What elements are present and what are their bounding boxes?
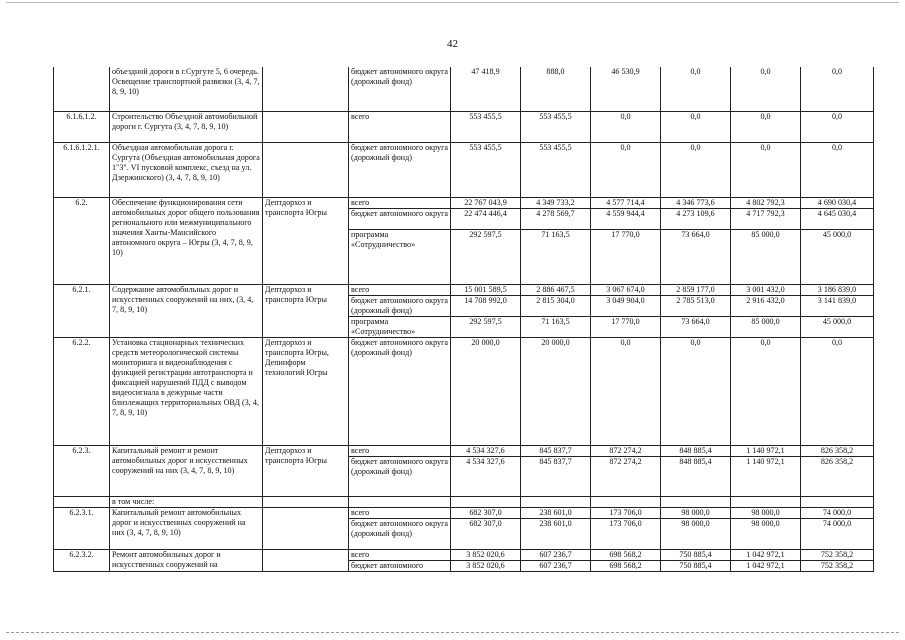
empty-cell (451, 496, 521, 507)
amount-cell: 848 885,4 (661, 445, 731, 456)
amount-cell: 22 474 446,4 (451, 208, 521, 229)
amount-cell: 98 000,0 (661, 507, 731, 518)
amount-cell: 0,0 (731, 67, 801, 111)
table-row (54, 67, 874, 111)
amount-cell: 848 885,4 (661, 456, 731, 496)
item-name: Установка стационарных технических средств метеорологической системы мониторинга и видеонаблюдения с функцией регистрации автотранспорта и фиксацией нарушений ПДД с выводом видеосигнала в дежурные части близлежащих территориальных ОВД (3, 4, 7, 8, 9, 10) (110, 337, 263, 445)
amount-cell: 0,0 (591, 111, 661, 142)
item-code: 6.2.1. (54, 284, 110, 337)
amount-cell: 98 000,0 (731, 507, 801, 518)
funding-source: бюджет автономного округа (дорожный фонд) (349, 295, 451, 316)
amount-cell: 45 000,0 (801, 229, 874, 284)
item-name: Обеспечение функционирования сети автомобильных дорог общего пользования регионального или межмуниципального значения Ханты-Мансийского автономного округа – Югры (3, 4, 7, 8, 9, 10) (110, 197, 263, 284)
amount-cell: 3 067 674,0 (591, 284, 661, 295)
amount-cell: 4 690 030,4 (801, 197, 874, 208)
amount-cell: 4 577 714,4 (591, 197, 661, 208)
amount-cell: 845 837,7 (521, 456, 591, 496)
funding-source: всего (349, 197, 451, 208)
amount-cell: 74 000,0 (801, 518, 874, 549)
amount-cell: 4 349 733,2 (521, 197, 591, 208)
amount-cell: 553 455,5 (521, 111, 591, 142)
empty-cell (801, 496, 874, 507)
empty-cell (591, 496, 661, 507)
amount-cell: 2 859 177,0 (661, 284, 731, 295)
amount-cell: 4 273 109,6 (661, 208, 731, 229)
table-row (54, 111, 874, 142)
table-row (54, 337, 874, 445)
amount-cell: 17 770,0 (591, 229, 661, 284)
table-row (54, 197, 874, 208)
amount-cell: 2 886 467,5 (521, 284, 591, 295)
amount-cell: 4 278 569,7 (521, 208, 591, 229)
item-executor (263, 142, 349, 197)
funding-source: бюджет автономного округа (дорожный фонд) (349, 456, 451, 496)
item-name: Строительство Объездной автомобильной дороги г. Сургута (3, 4, 7, 8, 9, 10) (110, 111, 263, 142)
amount-cell: 4 346 773,6 (661, 197, 731, 208)
funding-source: бюджет автономного округа (дорожный фонд) (349, 67, 451, 111)
amount-cell: 20 000,0 (521, 337, 591, 445)
funding-source: бюджет автономного (349, 560, 451, 571)
amount-cell: 73 664,0 (661, 229, 731, 284)
budget-table-body (54, 67, 874, 571)
amount-cell: 826 358,2 (801, 456, 874, 496)
amount-cell: 3 852 020,6 (451, 560, 521, 571)
item-executor: Дептдорхоз и транспорта Югры (263, 445, 349, 496)
amount-cell: 1 042 972,1 (731, 549, 801, 560)
item-code: 6.2.2. (54, 337, 110, 445)
top-border-line (6, 2, 899, 3)
note-text: в том числе: (110, 496, 263, 507)
amount-cell: 45 000,0 (801, 316, 874, 337)
funding-source: всего (349, 445, 451, 456)
amount-cell: 0,0 (661, 67, 731, 111)
amount-cell: 0,0 (591, 142, 661, 197)
amount-cell: 3 141 839,0 (801, 295, 874, 316)
amount-cell: 553 455,5 (451, 142, 521, 197)
amount-cell: 553 455,5 (451, 111, 521, 142)
amount-cell: 0,0 (731, 111, 801, 142)
amount-cell: 4 559 944,4 (591, 208, 661, 229)
amount-cell: 4 534 327,6 (451, 456, 521, 496)
amount-cell: 750 885,4 (661, 560, 731, 571)
amount-cell: 3 852 020,6 (451, 549, 521, 560)
amount-cell: 2 785 513,0 (661, 295, 731, 316)
amount-cell: 3 001 432,0 (731, 284, 801, 295)
funding-source: всего (349, 284, 451, 295)
funding-source: бюджет автономного округа (349, 208, 451, 229)
amount-cell: 98 000,0 (731, 518, 801, 549)
amount-cell: 238 601,0 (521, 518, 591, 549)
item-name: Содержание автомобильных дорог и искусственных сооружений на них, (3, 4, 7, 8, 9, 10) (110, 284, 263, 337)
amount-cell: 47 418,9 (451, 67, 521, 111)
amount-cell: 85 000,0 (731, 229, 801, 284)
bottom-border-line (6, 632, 899, 633)
amount-cell: 4 534 327,6 (451, 445, 521, 456)
item-code: 6.1.6.1.2.1. (54, 142, 110, 197)
table-row (54, 549, 874, 560)
amount-cell: 0,0 (661, 337, 731, 445)
funding-source: программа «Сотрудничество» (349, 316, 451, 337)
amount-cell: 2 815 304,0 (521, 295, 591, 316)
amount-cell: 682 307,0 (451, 507, 521, 518)
note-row (54, 496, 874, 507)
table-row (54, 284, 874, 295)
amount-cell: 0,0 (661, 142, 731, 197)
funding-source: бюджет автономного округа (дорожный фонд) (349, 337, 451, 445)
item-executor: Дептдорхоз и транспорта Югры, Депинформ технологий Югры (263, 337, 349, 445)
amount-cell: 0,0 (801, 67, 874, 111)
amount-cell: 2 916 432,0 (731, 295, 801, 316)
amount-cell: 698 568,2 (591, 560, 661, 571)
funding-source: программа «Сотрудничество» (349, 229, 451, 284)
amount-cell: 14 708 992,0 (451, 295, 521, 316)
item-executor (263, 507, 349, 549)
empty-cell (731, 496, 801, 507)
table-row (54, 142, 874, 197)
empty-cell (661, 496, 731, 507)
amount-cell: 3 186 839,0 (801, 284, 874, 295)
amount-cell: 752 358,2 (801, 560, 874, 571)
amount-cell: 46 530,9 (591, 67, 661, 111)
amount-cell: 0,0 (591, 337, 661, 445)
item-name: Капитальный ремонт и ремонт автомобильных дорог и искусственных сооружений на них (3, 4, 7, 8, 9, 10) (110, 445, 263, 496)
item-code (54, 67, 110, 111)
amount-cell: 607 236,7 (521, 549, 591, 560)
amount-cell: 0,0 (731, 337, 801, 445)
amount-cell: 4 645 030,4 (801, 208, 874, 229)
page-number: 42 (447, 38, 458, 50)
amount-cell: 71 163,5 (521, 229, 591, 284)
amount-cell: 292 597,5 (451, 229, 521, 284)
amount-cell: 872 274,2 (591, 445, 661, 456)
item-code: 6.2.3. (54, 445, 110, 496)
item-executor (263, 111, 349, 142)
amount-cell: 1 140 972,1 (731, 456, 801, 496)
amount-cell: 4 802 792,3 (731, 197, 801, 208)
item-code: 6.2. (54, 197, 110, 284)
amount-cell: 292 597,5 (451, 316, 521, 337)
amount-cell: 173 706,0 (591, 518, 661, 549)
amount-cell: 4 717 792,3 (731, 208, 801, 229)
amount-cell: 553 455,5 (521, 142, 591, 197)
amount-cell: 607 236,7 (521, 560, 591, 571)
amount-cell: 73 664,0 (661, 316, 731, 337)
amount-cell: 74 000,0 (801, 507, 874, 518)
amount-cell: 682 307,0 (451, 518, 521, 549)
item-executor (263, 549, 349, 571)
funding-source: всего (349, 111, 451, 142)
item-name: Объездная автомобильная дорога г. Сургута (Объездная автомобильная дорога 1"З". VI пусковой комплекс, съезд на ул. Дзержинского) (3, 4, 7, 8, 9, 10) (110, 142, 263, 197)
amount-cell: 0,0 (801, 111, 874, 142)
empty-cell (54, 496, 110, 507)
amount-cell: 752 358,2 (801, 549, 874, 560)
amount-cell: 0,0 (661, 111, 731, 142)
amount-cell: 1 140 972,1 (731, 445, 801, 456)
item-executor: Дептдорхоз и транспорта Югры (263, 284, 349, 337)
amount-cell: 845 837,7 (521, 445, 591, 456)
item-code: 6.1.6.1.2. (54, 111, 110, 142)
amount-cell: 20 000,0 (451, 337, 521, 445)
empty-cell (349, 496, 451, 507)
amount-cell: 15 001 589,5 (451, 284, 521, 295)
item-executor (263, 67, 349, 111)
amount-cell: 750 885,4 (661, 549, 731, 560)
funding-source: всего (349, 549, 451, 560)
funding-source: бюджет автономного округа (дорожный фонд) (349, 518, 451, 549)
table-row (54, 445, 874, 456)
empty-cell (521, 496, 591, 507)
amount-cell: 826 358,2 (801, 445, 874, 456)
empty-cell (263, 496, 349, 507)
amount-cell: 85 000,0 (731, 316, 801, 337)
amount-cell: 0,0 (731, 142, 801, 197)
amount-cell: 71 163,5 (521, 316, 591, 337)
item-executor: Дептдорхоз и транспорта Югры (263, 197, 349, 284)
item-name: Ремонт автомобильных дорог и искусственных сооружений на (110, 549, 263, 571)
amount-cell: 698 568,2 (591, 549, 661, 560)
amount-cell: 0,0 (801, 337, 874, 445)
amount-cell: 3 049 904,0 (591, 295, 661, 316)
table-row (54, 507, 874, 518)
amount-cell: 22 767 043,9 (451, 197, 521, 208)
funding-source: бюджет автономного округа (дорожный фонд) (349, 142, 451, 197)
funding-source: всего (349, 507, 451, 518)
amount-cell: 98 000,0 (661, 518, 731, 549)
amount-cell: 238 601,0 (521, 507, 591, 518)
budget-table (53, 67, 874, 572)
amount-cell: 1 042 972,1 (731, 560, 801, 571)
amount-cell: 17 770,0 (591, 316, 661, 337)
item-code: 6.2.3.1. (54, 507, 110, 549)
amount-cell: 173 706,0 (591, 507, 661, 518)
item-code: 6.2.3.2. (54, 549, 110, 571)
item-name: объездной дороги в г.Сургуте 5, 6 очередь. Освещение транспортной развязки (3, 4, 7, 8, 9, 10) (110, 67, 263, 111)
amount-cell: 872 274,2 (591, 456, 661, 496)
amount-cell: 0,0 (801, 142, 874, 197)
amount-cell: 888,0 (521, 67, 591, 111)
item-name: Капитальный ремонт автомобильных дорог и искусственных сооружений на них (3, 4, 7, 8, 9, 10) (110, 507, 263, 549)
